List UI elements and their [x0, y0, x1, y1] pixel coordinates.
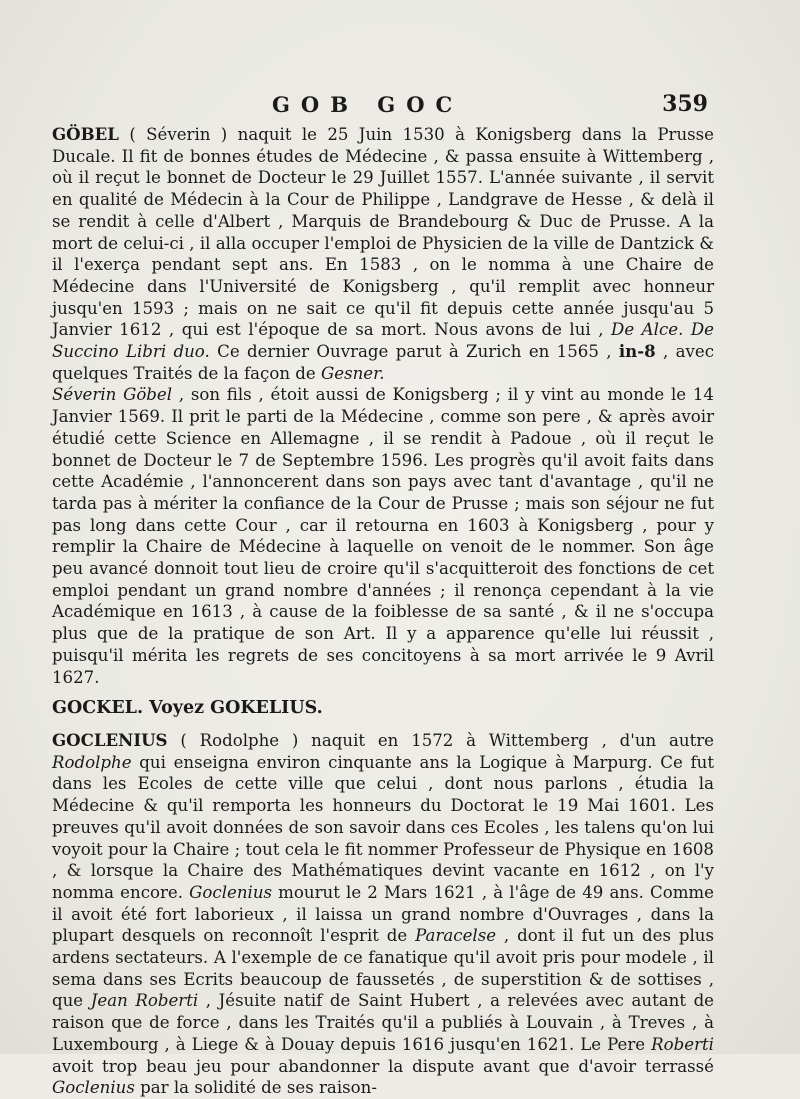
body-text [52, 124, 714, 1099]
page-number: 359 [662, 91, 708, 117]
entry-subject-name: Séverin Göbel [52, 385, 173, 405]
entry-goclenius [52, 730, 714, 1099]
person-name: Goclenius [52, 1078, 135, 1098]
entry-gockel-crossref: GOCKEL. Voyez GOKELIUS. [52, 698, 323, 719]
entry-headword: GÖBEL [52, 124, 119, 144]
entry-text: mourut le 2 Mars 1621 , à l'âge de 49 ans. Comme il avoit été fort laborieux , il laissa un grand nombre d'Ouvrages , dans la plupart desquels on reconnoît l'esprit de [52, 882, 714, 946]
entry-text: , avec quelques Traités de la façon de [52, 342, 714, 383]
entry-text: , dont il fut un des plus ardens sectateurs. A l'exemple de ce fanatique qu'il avoit pris pour modele , il sema dans ses Ecrits beaucoup de faussetés , de superstition & de sottises , que [52, 926, 714, 1011]
entry-headword: GOCLENIUS [52, 729, 168, 750]
person-name: Rodolphe [52, 752, 132, 772]
entry-gobel-pere [52, 124, 714, 384]
running-title: GOB GOC [272, 92, 464, 117]
entry-text: , son fils , étoit aussi de Konigsberg ; il y vint au monde le 14 Janvier 1569. Il prit le parti de la Médecine , comme son pere , & après avoir étudié cette Science en Allemagne , il se rendit à Padoue , où il reçut le bonnet de Docteur le 7 de Septembre 1596. Les progrès qu'il avoit faits dans cette Académie , l'annoncerent dans son pays avec tant d'avantage , qu'il ne tarda pas à mériter la confiance de la Cour de Prusse ; mais son séjour ne fut pas long dans cette Cour , car il retourna en 1603 à Konigsberg , pour y remplir la Chaire de Médecine à laquelle on venoit de le nommer. Son âge peu avancé donnoit tout lieu de croire qu'il s'acquitteroit des fonctions de cet emploi pendant un grand nombre d'années ; il renonça cependant à la vie Académique en 1613 , à cause de la foiblesse de sa santé , & il ne s'occupa plus que de la pratique de son Art. Il y a apparence qu'elle lui réussit , puisqu'il mérita les regrets de ses concitoyens à sa mort arrivée le 9 Avril 1627. [52, 385, 714, 687]
running-head [0, 92, 800, 122]
entry-text: , Jésuite natif de Saint Hubert , a relevées avec autant de raison que de force , dans les Traités qu'il a publiés à Louvain , à Treves , à Luxembourg , à Liege & à Douay depuis 1616 jusqu'en 1621. Le Pere [52, 991, 715, 1054]
entry-text: avoit trop beau jeu pour abandonner la dispute avant que d'avoir terrassé [52, 1056, 714, 1076]
entry-text: par la solidité de ses raison- [134, 1078, 377, 1098]
person-name: Roberti [651, 1034, 714, 1054]
spacer [52, 688, 714, 698]
book-format: in-8 [618, 341, 656, 362]
author-name: Gesner. [321, 363, 385, 383]
person-name: Paracelse [415, 926, 497, 946]
entry-text: Ce dernier Ouvrage parut à Zurich en 1565 , [209, 342, 619, 362]
entry-text: qui enseigna environ cinquante ans la Logique à Marpurg. Ce fut dans les Ecoles de cette ville que celui , dont nous parlons , étudia la Médecine & qu'il remporta les honneurs du Doctorat le 19 Mai 1601. Les preuves qu'il avoit données de son savoir dans ces Ecoles , les talens qu'on lui voyoit pour la Chaire ; tout cela le fit nommer Professeur de Physique en 1608 , & lorsque la Chaire des Mathématiques devint vacante en 1612 , on l'y nomma encore. [52, 752, 714, 902]
spacer [52, 720, 714, 730]
entry-text: ( Séverin ) naquit le 25 Juin 1530 à Konigsberg dans la Prusse Ducale. Il fit de bonnes études de Médecine , & passa ensuite à Wittemberg , où il reçut le bonnet de Docteur le 29 Juillet 1557. L'année suivante , il servit en qualité de Médecin à la Cour de Philippe , Landgrave de Hesse , & delà il se rendit à celle d'Albert , Marquis de Brandebourg & Duc de Prusse. A la mort de celui-ci , il alla occuper l'emploi de Physicien de la ville de Dantzick & il l'exerça pendant sept ans. En 1583 , on le nomma à une Chaire de Médecine dans l'Université de Konigsberg , qu'il remplit avec honneur jusqu'en 1593 ; mais on ne sait ce qu'il fit depuis cette année jusqu'au 5 Janvier 1612 , qui est l'époque de sa mort. Nous avons de lui , [52, 125, 714, 340]
entry-text: ( Rodolphe ) naquit en 1572 à Wittemberg , d'un autre [167, 730, 714, 750]
work-title: De Alce. De Succino Libri duo. [52, 320, 714, 362]
entry-gobel-fils [52, 384, 714, 688]
person-name: Jean Roberti [90, 991, 199, 1011]
person-name: Goclenius [189, 882, 273, 902]
